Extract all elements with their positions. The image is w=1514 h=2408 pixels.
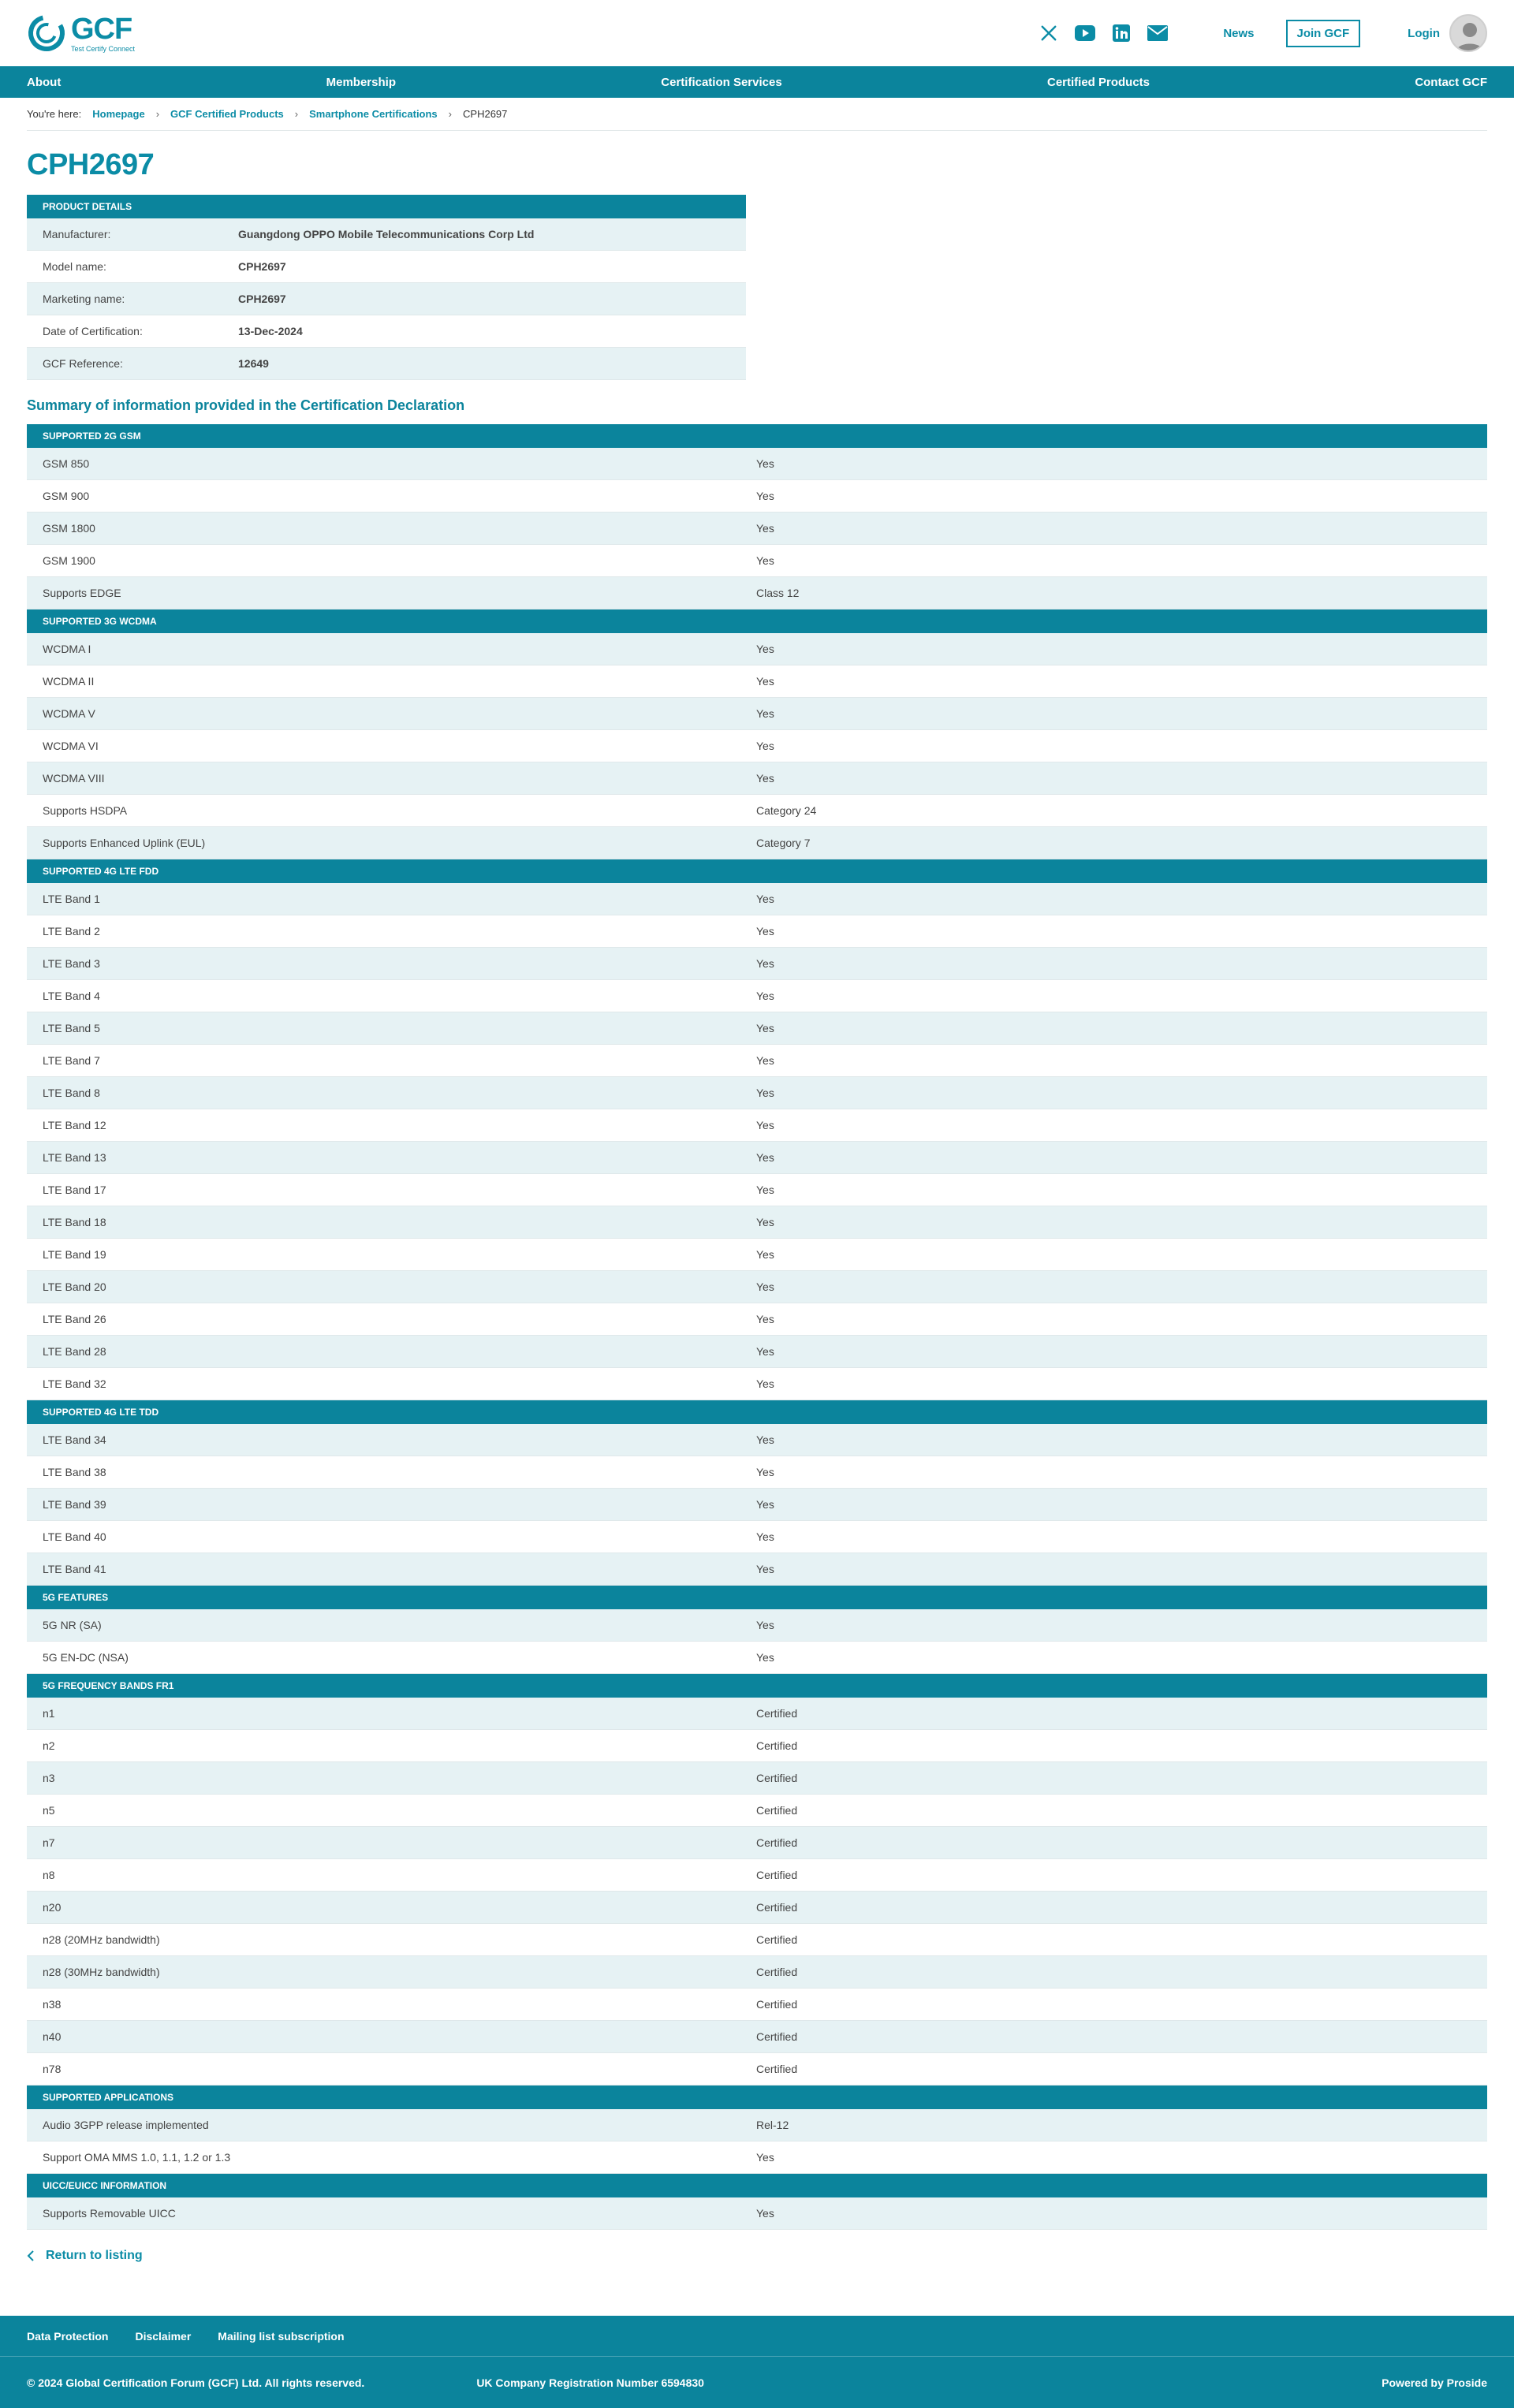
footer-link-mailing-list[interactable]: Mailing list subscription	[218, 2329, 345, 2343]
detail-value: CPH2697	[238, 260, 286, 273]
feature-value: Yes	[756, 707, 774, 720]
feature-value: Yes	[756, 893, 774, 905]
feature-label: GSM 900	[43, 490, 90, 502]
feature-label: LTE Band 12	[43, 1119, 106, 1131]
table-row	[27, 1239, 1487, 1271]
feature-label: LTE Band 32	[43, 1377, 106, 1390]
feature-value: Yes	[756, 1466, 774, 1478]
feature-label: LTE Band 19	[43, 1248, 106, 1261]
table-row	[27, 1206, 1487, 1239]
chevron-right-icon: ›	[155, 108, 160, 120]
avatar[interactable]	[1449, 14, 1487, 52]
detail-value: CPH2697	[238, 293, 286, 305]
feature-label: LTE Band 2	[43, 925, 100, 937]
section-heading: SUPPORTED 2G GSM	[27, 424, 1487, 448]
chevron-left-icon	[27, 2250, 35, 2262]
table-row	[27, 1174, 1487, 1206]
footer-registration: UK Company Registration Number 6594830	[476, 2376, 704, 2389]
breadcrumb-homepage[interactable]: Homepage	[92, 108, 145, 120]
table-row	[27, 315, 746, 348]
table-row	[27, 1859, 1487, 1892]
table-row	[27, 1336, 1487, 1368]
table-row	[27, 1271, 1487, 1303]
feature-value: Yes	[756, 675, 774, 688]
feature-value: Yes	[756, 457, 774, 470]
feature-label: LTE Band 20	[43, 1280, 106, 1293]
table-row	[27, 1142, 1487, 1174]
feature-label: n20	[43, 1901, 62, 1914]
feature-label: Audio 3GPP release implemented	[43, 2119, 209, 2131]
table-row	[27, 218, 746, 251]
section-heading: SUPPORTED 3G WCDMA	[27, 609, 1487, 633]
news-link[interactable]: News	[1223, 26, 1255, 40]
feature-value: Yes	[756, 1248, 774, 1261]
feature-label: LTE Band 40	[43, 1530, 106, 1543]
table-row	[27, 665, 1487, 698]
product-details-table	[27, 195, 746, 380]
page-title: CPH2697	[27, 148, 155, 181]
feature-value: Yes	[756, 1377, 774, 1390]
join-gcf-button[interactable]: Join GCF	[1286, 20, 1361, 47]
table-row	[27, 730, 1487, 762]
table-row	[27, 577, 1487, 609]
main-content	[0, 148, 1514, 2263]
table-row	[27, 698, 1487, 730]
feature-value: Category 7	[756, 837, 811, 849]
logo-wordmark: GCF	[71, 12, 132, 46]
feature-value: Certified	[756, 1804, 798, 1817]
table-row	[27, 348, 746, 380]
feature-value: Yes	[756, 1216, 774, 1228]
table-row	[27, 1795, 1487, 1827]
product-details-heading: PRODUCT DETAILS	[27, 195, 746, 218]
footer-powered-by[interactable]: Powered by Proside	[1382, 2376, 1487, 2389]
feature-label: LTE Band 1	[43, 893, 100, 905]
feature-value: Yes	[756, 740, 774, 752]
section-heading: SUPPORTED 4G LTE TDD	[27, 1400, 1487, 1424]
social-links	[1039, 23, 1168, 43]
feature-label: WCDMA I	[43, 643, 91, 655]
table-row	[27, 1456, 1487, 1489]
feature-value: Yes	[756, 1054, 774, 1067]
feature-label: Supports EDGE	[43, 587, 121, 599]
feature-value: Yes	[756, 772, 774, 785]
site-footer	[0, 2316, 1514, 2408]
feature-label: n1	[43, 1707, 55, 1720]
feature-label: LTE Band 5	[43, 1022, 100, 1034]
feature-value: Yes	[756, 1433, 774, 1446]
table-row	[27, 980, 1487, 1012]
feature-value: Yes	[756, 490, 774, 502]
feature-value: Yes	[756, 1498, 774, 1511]
feature-label: n38	[43, 1998, 62, 2011]
feature-label: n3	[43, 1772, 55, 1784]
table-row	[27, 513, 1487, 545]
gcf-logo-icon	[27, 13, 66, 53]
table-row	[27, 1368, 1487, 1400]
table-row	[27, 2021, 1487, 2053]
feature-label: 5G EN-DC (NSA)	[43, 1651, 129, 1664]
feature-label: WCDMA VI	[43, 740, 99, 752]
feature-value: Yes	[756, 1651, 774, 1664]
feature-label: n40	[43, 2030, 62, 2043]
feature-value: Yes	[756, 522, 774, 535]
feature-value: Certified	[756, 2030, 798, 2043]
gcf-logo[interactable]	[27, 13, 135, 53]
feature-value: Yes	[756, 957, 774, 970]
table-row	[27, 1424, 1487, 1456]
feature-label: n7	[43, 1836, 55, 1849]
feature-label: LTE Band 39	[43, 1498, 106, 1511]
mail-icon[interactable]	[1147, 23, 1168, 43]
feature-value: Certified	[756, 1933, 798, 1946]
linkedin-icon[interactable]	[1111, 23, 1132, 43]
feature-label: WCDMA V	[43, 707, 95, 720]
feature-label: LTE Band 41	[43, 1563, 106, 1575]
feature-label: 5G NR (SA)	[43, 1619, 102, 1631]
detail-value: Guangdong OPPO Mobile Telecommunications Corp Ltd	[238, 228, 535, 240]
feature-value: Certified	[756, 1901, 798, 1914]
feature-label: LTE Band 38	[43, 1466, 106, 1478]
table-row	[27, 1730, 1487, 1762]
table-row	[27, 2109, 1487, 2141]
feature-label: LTE Band 34	[43, 1433, 106, 1446]
table-row	[27, 762, 1487, 795]
feature-value: Yes	[756, 1530, 774, 1543]
feature-label: LTE Band 3	[43, 957, 100, 970]
feature-value: Yes	[756, 554, 774, 567]
table-row	[27, 915, 1487, 948]
table-row	[27, 283, 746, 315]
table-row	[27, 480, 1487, 513]
feature-label: n8	[43, 1869, 55, 1881]
feature-label: Supports Enhanced Uplink (EUL)	[43, 837, 206, 849]
feature-label: n28 (30MHz bandwidth)	[43, 1966, 160, 1978]
feature-value: Yes	[756, 2207, 774, 2220]
table-row	[27, 1303, 1487, 1336]
table-row	[27, 1956, 1487, 1989]
feature-value: Yes	[756, 990, 774, 1002]
breadcrumb	[27, 98, 1487, 131]
feature-label: LTE Band 8	[43, 1087, 100, 1099]
summary-title: Summary of information provided in the Certification Declaration	[27, 397, 465, 413]
table-row	[27, 633, 1487, 665]
feature-value: Yes	[756, 1619, 774, 1631]
feature-label: LTE Band 17	[43, 1183, 106, 1196]
table-row	[27, 1989, 1487, 2021]
feature-label: Supports Removable UICC	[43, 2207, 176, 2220]
nav-about[interactable]: About	[27, 75, 62, 89]
detail-label: Manufacturer:	[43, 228, 111, 240]
logo-tagline: Test Certify Connect	[71, 44, 136, 53]
feature-value: Certified	[756, 1772, 798, 1784]
detail-label: Marketing name:	[43, 293, 125, 305]
main-nav	[0, 66, 1514, 98]
footer-link-data-protection[interactable]: Data Protection	[27, 2329, 109, 2343]
table-row	[27, 1827, 1487, 1859]
feature-value: Yes	[756, 1151, 774, 1164]
table-row	[27, 1489, 1487, 1521]
feature-value: Class 12	[756, 587, 800, 599]
table-row	[27, 1077, 1487, 1109]
nav-membership[interactable]: Membership	[326, 75, 396, 89]
feature-value: Yes	[756, 2151, 774, 2164]
table-row	[27, 2053, 1487, 2086]
feature-value: Rel-12	[756, 2119, 789, 2131]
breadcrumb-certified-products[interactable]: GCF Certified Products	[170, 108, 284, 120]
table-row	[27, 1109, 1487, 1142]
feature-label: WCDMA II	[43, 675, 95, 688]
feature-value: Yes	[756, 1119, 774, 1131]
feature-value: Certified	[756, 1739, 798, 1752]
nav-contact[interactable]: Contact GCF	[1415, 75, 1487, 89]
section-heading: UICC/EUICC INFORMATION	[27, 2174, 1487, 2197]
feature-label: GSM 850	[43, 457, 90, 470]
feature-label: n2	[43, 1739, 55, 1752]
feature-value: Yes	[756, 1345, 774, 1358]
table-row	[27, 1892, 1487, 1924]
feature-value: Category 24	[756, 804, 817, 817]
table-row	[27, 1553, 1487, 1586]
detail-label: Model name:	[43, 260, 106, 273]
feature-value: Yes	[756, 925, 774, 937]
nav-certified-products[interactable]: Certified Products	[1046, 75, 1150, 89]
table-row	[27, 1609, 1487, 1642]
table-row	[27, 1521, 1487, 1553]
feature-value: Certified	[756, 1998, 798, 2011]
feature-label: LTE Band 13	[43, 1151, 106, 1164]
section-heading: 5G FREQUENCY BANDS FR1	[27, 1674, 1487, 1698]
feature-value: Yes	[756, 1087, 774, 1099]
feature-value: Yes	[756, 1022, 774, 1034]
feature-value: Certified	[756, 1966, 798, 1978]
feature-value: Certified	[756, 1707, 798, 1720]
feature-label: LTE Band 7	[43, 1054, 100, 1067]
breadcrumb-smartphone-certifications[interactable]: Smartphone Certifications	[309, 108, 438, 120]
table-row	[27, 948, 1487, 980]
feature-value: Yes	[756, 1183, 774, 1196]
feature-value: Yes	[756, 1313, 774, 1325]
chevron-right-icon: ›	[294, 108, 299, 120]
feature-label: GSM 1800	[43, 522, 95, 535]
table-row	[27, 1045, 1487, 1077]
feature-label: LTE Band 18	[43, 1216, 106, 1228]
table-row	[27, 1698, 1487, 1730]
x-icon[interactable]	[1039, 23, 1059, 43]
table-row	[27, 795, 1487, 827]
feature-value: Yes	[756, 1563, 774, 1575]
feature-label: n5	[43, 1804, 55, 1817]
footer-copyright: © 2024 Global Certification Forum (GCF) Ltd. All rights reserved.	[27, 2376, 365, 2389]
breadcrumb-current: CPH2697	[463, 108, 508, 120]
table-row	[27, 545, 1487, 577]
detail-value: 12649	[238, 357, 269, 370]
feature-label: LTE Band 4	[43, 990, 100, 1002]
table-row	[27, 448, 1487, 480]
feature-label: GSM 1900	[43, 554, 95, 567]
feature-label: LTE Band 28	[43, 1345, 106, 1358]
feature-value: Certified	[756, 1836, 798, 1849]
table-row	[27, 1012, 1487, 1045]
return-to-listing-label: Return to listing	[46, 2249, 143, 2262]
table-row	[27, 883, 1487, 915]
feature-label: Support OMA MMS 1.0, 1.1, 1.2 or 1.3	[43, 2151, 231, 2164]
table-row	[27, 2141, 1487, 2174]
feature-label: Supports HSDPA	[43, 804, 128, 817]
detail-label: GCF Reference:	[43, 357, 123, 370]
login-link[interactable]: Login	[1408, 26, 1440, 40]
section-heading: SUPPORTED 4G LTE FDD	[27, 859, 1487, 883]
table-row	[27, 2197, 1487, 2230]
table-row	[27, 1924, 1487, 1956]
features-table	[27, 424, 1487, 2230]
chevron-right-icon: ›	[448, 108, 453, 120]
feature-value: Certified	[756, 1869, 798, 1881]
table-row	[27, 1642, 1487, 1674]
site-header	[0, 0, 1514, 66]
table-row	[27, 827, 1487, 859]
return-to-listing-link[interactable]	[27, 2249, 1487, 2263]
footer-link-disclaimer[interactable]: Disclaimer	[135, 2329, 192, 2343]
breadcrumb-label: You're here:	[27, 108, 82, 120]
section-heading: SUPPORTED APPLICATIONS	[27, 2086, 1487, 2109]
feature-label: n28 (20MHz bandwidth)	[43, 1933, 160, 1946]
nav-certification-services[interactable]: Certification Services	[661, 75, 782, 89]
feature-value: Certified	[756, 2063, 798, 2075]
section-heading: 5G FEATURES	[27, 1586, 1487, 1609]
feature-label: LTE Band 26	[43, 1313, 106, 1325]
youtube-icon[interactable]	[1075, 23, 1095, 43]
feature-label: n78	[43, 2063, 62, 2075]
feature-label: WCDMA VIII	[43, 772, 105, 785]
feature-value: Yes	[756, 643, 774, 655]
detail-label: Date of Certification:	[43, 325, 143, 337]
table-row	[27, 251, 746, 283]
feature-value: Yes	[756, 1280, 774, 1293]
detail-value: 13-Dec-2024	[238, 325, 303, 337]
table-row	[27, 1762, 1487, 1795]
